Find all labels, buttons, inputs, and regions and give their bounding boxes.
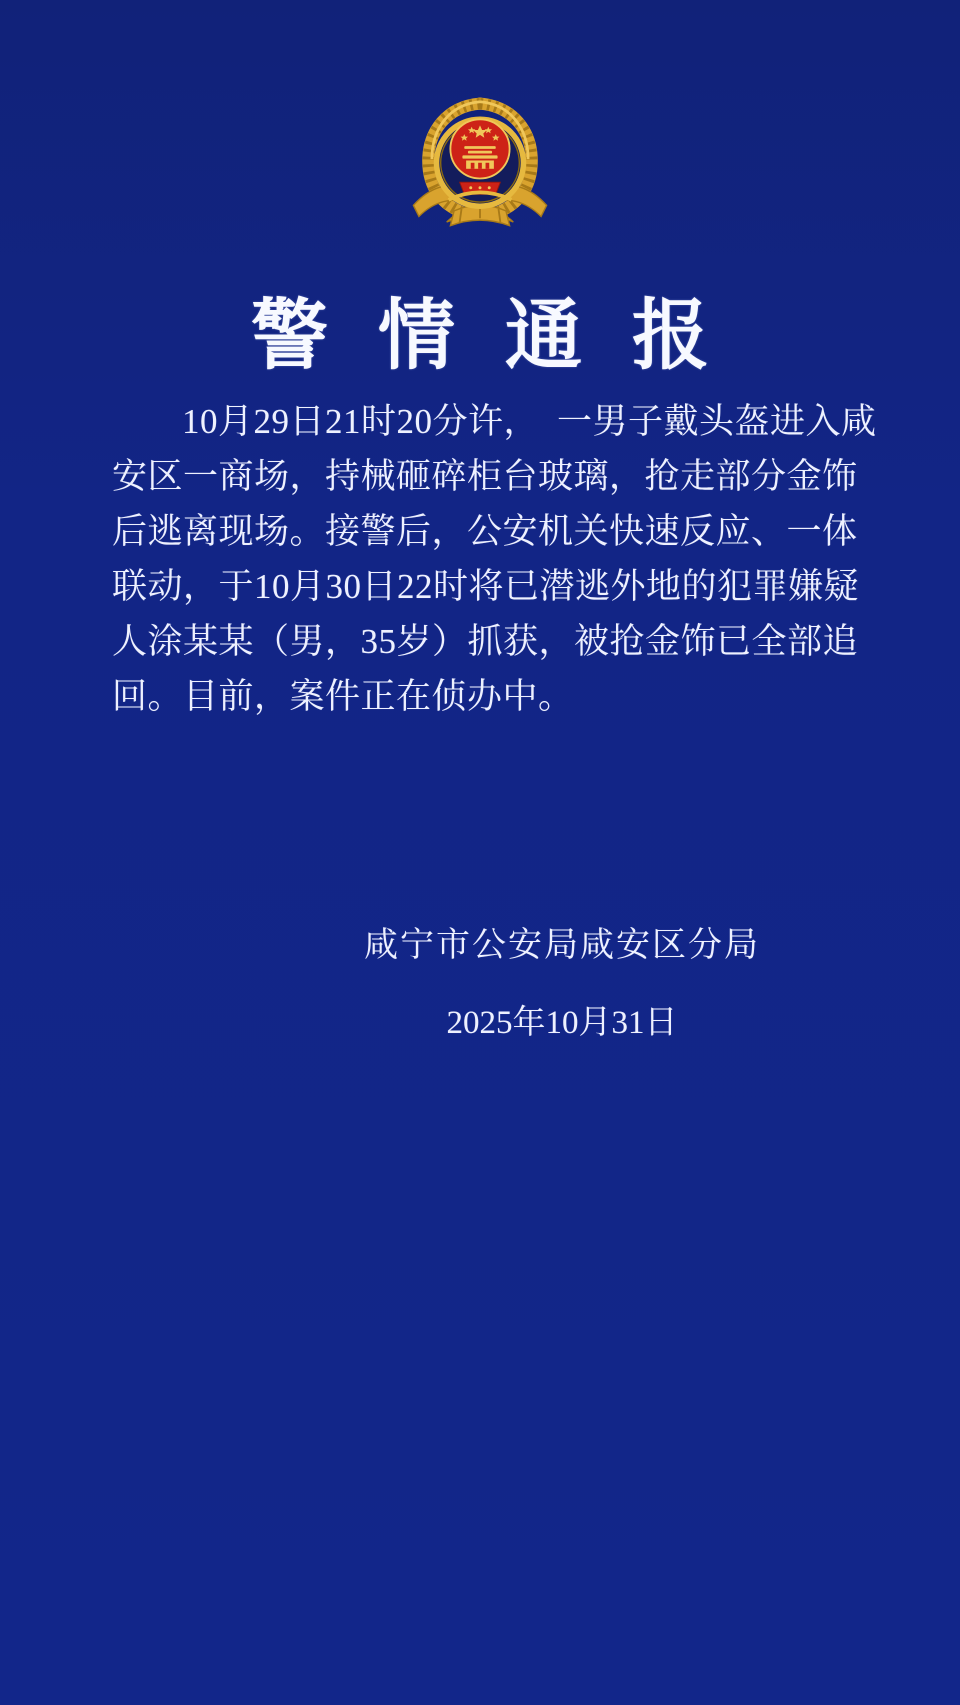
notice-body [112, 394, 877, 724]
police-badge-icon [406, 86, 554, 234]
body-line: 安区一商场，持械砸碎柜台玻璃，抢走部分金饰 [112, 457, 858, 496]
body-line: 10月29日21时20分许， 一男子戴头盔进入咸 [182, 402, 877, 441]
body-line: 后逃离现场。接警后，公安机关快速反应、一体 [112, 512, 858, 551]
body-line: 回。目前，案件正在侦办中。 [112, 677, 574, 716]
issuing-authority: 咸宁市公安局咸安区分局 [364, 927, 760, 964]
notice-title: 警情通报 [251, 293, 759, 379]
body-line: 人涂某某（男，35岁）抓获，被抢金饰已全部追 [112, 622, 859, 661]
body-line: 联动，于10月30日22时将已潜逃外地的犯罪嫌疑 [112, 567, 860, 606]
signature-block [364, 917, 760, 1043]
notice-date: 2025年10月31日 [446, 1005, 678, 1041]
